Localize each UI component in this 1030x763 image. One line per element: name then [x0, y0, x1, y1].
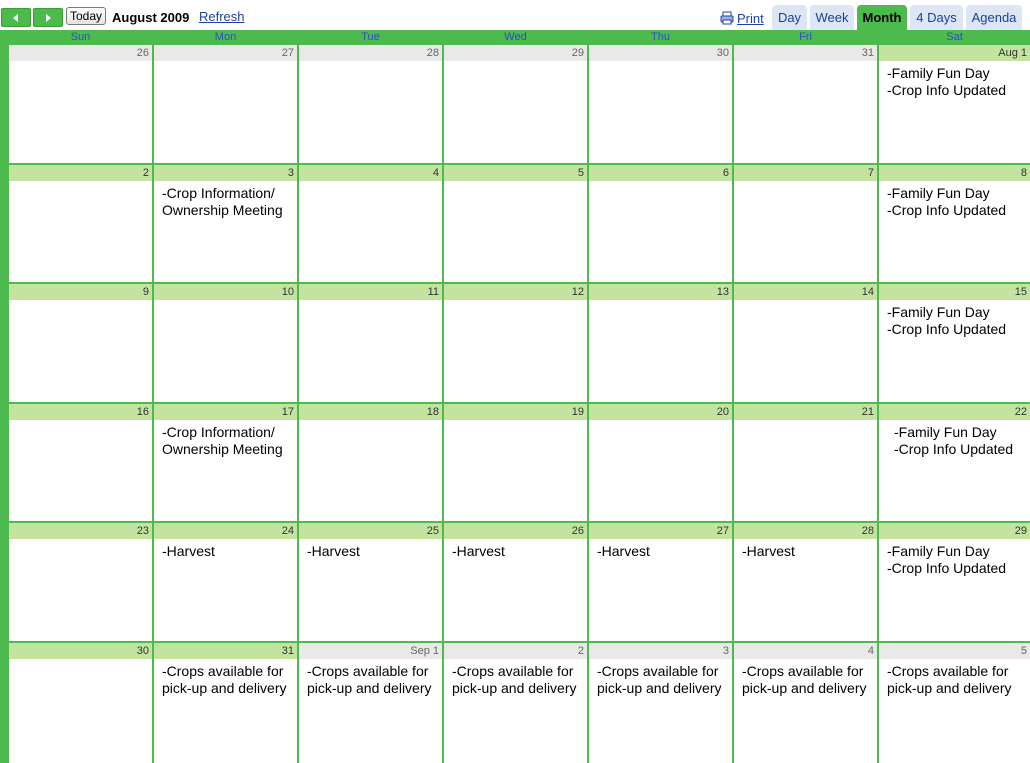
- event-item[interactable]: [879, 539, 1030, 577]
- tab-agenda[interactable]: Agenda: [966, 5, 1022, 30]
- day-number[interactable]: 11: [299, 284, 442, 300]
- day-cell[interactable]: [299, 643, 442, 763]
- event-text: -Family Fun Day: [887, 185, 990, 201]
- day-cell[interactable]: [589, 404, 732, 521]
- day-number[interactable]: 31: [734, 45, 877, 61]
- weekday-tue: Tue: [361, 31, 380, 43]
- day-number[interactable]: 21: [734, 404, 877, 420]
- day-cell[interactable]: [154, 284, 297, 402]
- tab-day[interactable]: Day: [772, 5, 807, 30]
- event-text: -Crops available for: [307, 663, 429, 679]
- day-cell[interactable]: [444, 643, 587, 763]
- day-number[interactable]: 8: [879, 165, 1030, 181]
- day-cell[interactable]: [734, 404, 877, 521]
- print-label: Print: [737, 10, 764, 26]
- event-text: -Crop Information/: [162, 185, 275, 201]
- day-number[interactable]: 23: [9, 523, 152, 539]
- day-number[interactable]: 26: [9, 45, 152, 61]
- event-text: Ownership Meeting: [162, 202, 283, 218]
- day-number[interactable]: 29: [444, 45, 587, 61]
- day-cell[interactable]: [734, 643, 877, 763]
- event-text: -Harvest: [597, 543, 650, 559]
- day-cell[interactable]: [444, 45, 587, 163]
- event-item[interactable]: [444, 539, 587, 560]
- event-text: -Crop Info Updated: [887, 82, 1007, 98]
- day-number[interactable]: 5: [879, 643, 1030, 659]
- month-title: August 2009: [112, 10, 190, 25]
- day-cell[interactable]: [444, 284, 587, 402]
- tab-week[interactable]: Week: [810, 5, 854, 30]
- day-number[interactable]: Sep 1: [299, 643, 442, 659]
- event-text: -Crops available for: [452, 663, 574, 679]
- chevron-right-icon: [43, 13, 53, 23]
- event-text: -Family Fun Day: [887, 543, 990, 559]
- day-number[interactable]: 27: [589, 523, 732, 539]
- event-text: -Harvest: [307, 543, 360, 559]
- printer-icon: [720, 11, 734, 25]
- day-number[interactable]: 19: [444, 404, 587, 420]
- day-cell[interactable]: [154, 643, 297, 763]
- event-text: -Crops available for: [597, 663, 719, 679]
- print-link[interactable]: [720, 10, 764, 26]
- day-number[interactable]: 4: [734, 643, 877, 659]
- day-cell[interactable]: [589, 523, 732, 641]
- tab-4-days[interactable]: 4 Days: [910, 5, 963, 30]
- weekday-thu: Thu: [651, 31, 670, 43]
- event-item[interactable]: [879, 659, 1030, 697]
- weekday-fri: Fri: [799, 31, 812, 43]
- chevron-left-icon: [11, 13, 21, 23]
- day-number[interactable]: 18: [299, 404, 442, 420]
- event-item[interactable]: [879, 61, 1030, 99]
- event-text: Ownership Meeting: [162, 441, 283, 457]
- day-number[interactable]: 9: [9, 284, 152, 300]
- event-item[interactable]: [154, 420, 297, 458]
- event-item[interactable]: [879, 181, 1030, 219]
- event-text: pick-up and delivery: [742, 680, 867, 696]
- day-cell[interactable]: [879, 404, 1030, 521]
- day-number[interactable]: 3: [589, 643, 732, 659]
- event-item[interactable]: [734, 539, 877, 560]
- event-text: pick-up and delivery: [452, 680, 577, 696]
- weekday-mon: Mon: [214, 31, 237, 43]
- day-number[interactable]: 13: [589, 284, 732, 300]
- day-cell[interactable]: [299, 284, 442, 402]
- day-cell[interactable]: [299, 523, 442, 641]
- day-cell[interactable]: [154, 523, 297, 641]
- day-cell[interactable]: [444, 165, 587, 282]
- day-cell[interactable]: [879, 165, 1030, 282]
- event-item[interactable]: [879, 420, 1030, 458]
- weekday-sun: Sun: [70, 31, 91, 43]
- day-cell[interactable]: [444, 523, 587, 641]
- day-number[interactable]: 22: [879, 404, 1030, 420]
- day-cell[interactable]: [299, 45, 442, 163]
- event-item[interactable]: [879, 300, 1030, 338]
- day-cell[interactable]: [9, 45, 152, 163]
- event-text: -Family Fun Day: [887, 304, 990, 320]
- weekday-wed: Wed: [504, 31, 527, 43]
- weekday-header-row: [9, 30, 1030, 45]
- day-number[interactable]: 29: [879, 523, 1030, 539]
- calendar-toolbar: [0, 0, 1030, 30]
- day-number[interactable]: 26: [444, 523, 587, 539]
- day-cell[interactable]: [734, 284, 877, 402]
- event-item[interactable]: [154, 539, 297, 560]
- day-number[interactable]: Aug 1: [879, 45, 1030, 61]
- day-cell[interactable]: [299, 165, 442, 282]
- event-item[interactable]: [299, 539, 442, 560]
- day-number[interactable]: 14: [734, 284, 877, 300]
- day-cell[interactable]: [9, 284, 152, 402]
- day-cell[interactable]: [9, 523, 152, 641]
- event-text: -Harvest: [742, 543, 795, 559]
- day-cell[interactable]: [734, 523, 877, 641]
- day-cell[interactable]: [879, 45, 1030, 163]
- day-cell[interactable]: [154, 165, 297, 282]
- day-number[interactable]: 24: [154, 523, 297, 539]
- day-number[interactable]: 28: [299, 45, 442, 61]
- day-cell[interactable]: [734, 45, 877, 163]
- day-cell[interactable]: [589, 165, 732, 282]
- event-text: -Harvest: [452, 543, 505, 559]
- day-number[interactable]: 30: [9, 643, 152, 659]
- refresh-link[interactable]: Refresh: [199, 9, 245, 24]
- day-number[interactable]: 5: [444, 165, 587, 181]
- day-cell[interactable]: [589, 45, 732, 163]
- event-item[interactable]: [444, 659, 587, 697]
- day-cell[interactable]: [879, 643, 1030, 763]
- day-cell[interactable]: [9, 404, 152, 521]
- event-item[interactable]: [299, 659, 442, 697]
- event-text: -Crop Information/: [162, 424, 275, 440]
- day-cell[interactable]: [154, 404, 297, 521]
- tab-month[interactable]: Month: [857, 5, 907, 30]
- day-number[interactable]: 27: [154, 45, 297, 61]
- event-text: -Harvest: [162, 543, 215, 559]
- day-number[interactable]: 4: [299, 165, 442, 181]
- event-text: -Crop Info Updated: [887, 560, 1007, 576]
- day-number[interactable]: 15: [879, 284, 1030, 300]
- day-number[interactable]: 16: [9, 404, 152, 420]
- event-item[interactable]: [734, 659, 877, 697]
- day-number[interactable]: 12: [444, 284, 587, 300]
- day-number[interactable]: 6: [589, 165, 732, 181]
- event-text: -Crops available for: [742, 663, 864, 679]
- weekday-sat: Sat: [946, 31, 963, 43]
- day-number[interactable]: 7: [734, 165, 877, 181]
- day-cell[interactable]: [9, 643, 152, 763]
- day-cell[interactable]: [9, 165, 152, 282]
- day-cell[interactable]: [444, 404, 587, 521]
- event-text: pick-up and delivery: [887, 680, 1012, 696]
- day-number[interactable]: 10: [154, 284, 297, 300]
- day-number[interactable]: 2: [444, 643, 587, 659]
- event-text: -Family Fun Day: [894, 424, 997, 440]
- event-text: -Crop Info Updated: [894, 441, 1014, 457]
- event-item[interactable]: [154, 659, 297, 697]
- day-cell[interactable]: [589, 643, 732, 763]
- event-text: -Crop Info Updated: [887, 202, 1007, 218]
- day-number[interactable]: 31: [154, 643, 297, 659]
- event-text: -Crop Info Updated: [887, 321, 1007, 337]
- day-number[interactable]: 30: [589, 45, 732, 61]
- day-number[interactable]: 2: [9, 165, 152, 181]
- event-text: pick-up and delivery: [162, 680, 287, 696]
- event-text: -Family Fun Day: [887, 65, 990, 81]
- day-number[interactable]: 28: [734, 523, 877, 539]
- day-number[interactable]: 3: [154, 165, 297, 181]
- event-text: pick-up and delivery: [597, 680, 722, 696]
- day-cell[interactable]: [299, 404, 442, 521]
- prev-month-button[interactable]: [1, 8, 31, 27]
- day-cell[interactable]: [879, 523, 1030, 641]
- day-number[interactable]: 17: [154, 404, 297, 420]
- event-text: -Crops available for: [162, 663, 284, 679]
- event-text: pick-up and delivery: [307, 680, 432, 696]
- event-text: -Crops available for: [887, 663, 1009, 679]
- day-cell[interactable]: [154, 45, 297, 163]
- event-item[interactable]: [589, 539, 732, 560]
- day-cell[interactable]: [734, 165, 877, 282]
- day-cell[interactable]: [589, 284, 732, 402]
- event-item[interactable]: [154, 181, 297, 219]
- month-grid: [9, 45, 1030, 763]
- day-number[interactable]: 20: [589, 404, 732, 420]
- day-number[interactable]: 25: [299, 523, 442, 539]
- event-item[interactable]: [589, 659, 732, 697]
- day-cell[interactable]: [879, 284, 1030, 402]
- today-button[interactable]: Today: [66, 7, 106, 25]
- next-month-button[interactable]: [33, 8, 63, 27]
